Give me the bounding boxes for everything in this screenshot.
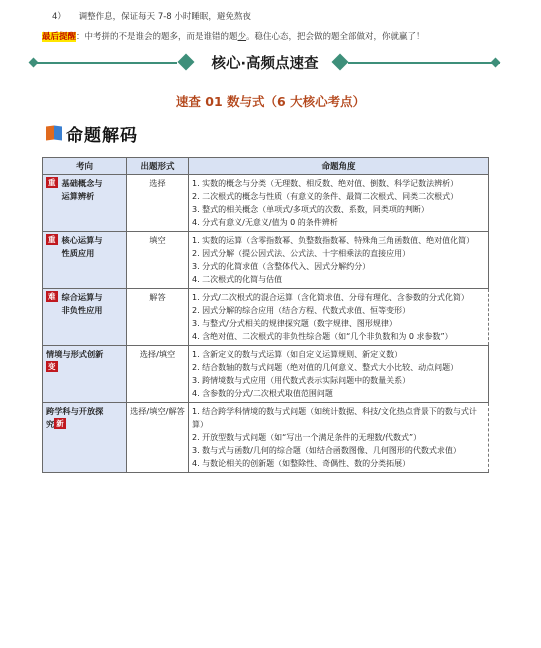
step-number: 4） bbox=[52, 12, 66, 22]
topic-name: 基础概念与 bbox=[61, 178, 103, 188]
angle-item: 4. 与数论相关的创新题（如整除性、奇偶性、数的分类拓展） bbox=[192, 459, 411, 468]
section-title: 速查 01 数与式（6 大核心考点） bbox=[175, 94, 366, 109]
header-angle: 命题角度 bbox=[189, 158, 489, 175]
topic-decode-logo bbox=[44, 120, 162, 146]
form-cell: 选择/填空 bbox=[127, 346, 189, 403]
reminder-text-2: 。稳住心态，把会做的题全部做对，你就赢了！ bbox=[246, 32, 425, 42]
exam-topic-table bbox=[42, 157, 489, 473]
table-row bbox=[43, 346, 489, 403]
form-cell: 填空 bbox=[127, 232, 189, 289]
header-topic: 考向 bbox=[43, 158, 127, 175]
angle-item: 4. 分式有意义/无意义/值为 0 的条件辨析 bbox=[192, 218, 338, 227]
banner-dot-right-icon bbox=[491, 58, 501, 68]
angle-item: 2. 二次根式的概念与性质（有意义的条件、最简二次根式、同类二次根式） bbox=[192, 192, 459, 201]
angle-item: 1. 含新定义的数与式运算（如自定义运算规则、新定义数） bbox=[192, 350, 403, 359]
topic-cell bbox=[43, 346, 127, 403]
topic-cell bbox=[43, 175, 127, 232]
topic-name: 核心运算与 bbox=[61, 235, 103, 245]
topic-cell bbox=[43, 289, 127, 346]
angle-item: 2. 结合数轴的数与式问题（绝对值的几何意义、整式大小比较、动点问题） bbox=[192, 363, 459, 372]
topic-name: 跨学科与开放探 bbox=[46, 406, 104, 416]
level-badge: 变 bbox=[48, 362, 56, 371]
angle-item: 1. 结合跨学科情境的数与式问题（如统计数据、科技/文化热点背景下的数与式计算） bbox=[192, 407, 477, 429]
topic-name: 综合运算与 bbox=[61, 292, 103, 302]
topic-name: 情境与形式创新 bbox=[46, 349, 104, 359]
angle-cell bbox=[189, 346, 489, 403]
topic-name-cont bbox=[46, 419, 70, 429]
angle-cell bbox=[189, 175, 489, 232]
level-badge: 难 bbox=[48, 292, 56, 301]
section-banner bbox=[30, 52, 500, 74]
study-tip-line bbox=[52, 10, 251, 22]
angle-item: 1. 实数的概念与分类（无理数、相反数、绝对值、倒数、科学记数法辨析） bbox=[192, 179, 459, 188]
angle-item: 4. 二次根式的化简与估值 bbox=[192, 275, 283, 284]
angle-item: 3. 分式的化简求值（含整体代入、因式分解约分） bbox=[192, 262, 371, 271]
table-header-row bbox=[43, 158, 489, 175]
angle-item: 3. 整式的相关概念（单项式/多项式的次数、系数，同类项的判断） bbox=[192, 205, 429, 214]
form-cell: 选择/填空/解答 bbox=[127, 403, 189, 473]
form-cell: 选择 bbox=[127, 175, 189, 232]
table-row bbox=[43, 175, 489, 232]
book-icon bbox=[44, 124, 64, 142]
banner-title: 核心·高频点速查 bbox=[211, 56, 319, 72]
angle-item: 3. 数与式与函数/几何的综合题（如结合函数图像、几何图形的代数式求值） bbox=[192, 446, 461, 455]
topic-cell bbox=[43, 403, 127, 473]
table-row bbox=[43, 403, 489, 473]
topic-cell bbox=[43, 232, 127, 289]
banner-line-left bbox=[30, 62, 177, 64]
angle-item: 4. 含参数的分式/二次根式取值范围问题 bbox=[192, 389, 333, 398]
angle-item: 2. 因式分解（提公因式法、公式法、十字相乘法的直接应用） bbox=[192, 249, 411, 258]
level-badge: 重 bbox=[48, 235, 56, 244]
angle-item: 3. 跨情境数与式应用（用代数式表示实际问题中的数量关系） bbox=[192, 376, 411, 385]
level-badge: 新 bbox=[56, 419, 64, 428]
reminder-underline: 少 bbox=[237, 32, 247, 42]
angle-item: 3. 与整式/分式相关的规律探究题（数字规律、图形规律） bbox=[192, 319, 397, 328]
angle-item: 1. 实数的运算（含零指数幂、负整数指数幂、特殊角三角函数值、绝对值化简） bbox=[192, 236, 475, 245]
topic-name: 究 bbox=[46, 419, 55, 429]
header-form: 出题形式 bbox=[127, 158, 189, 175]
reminder-text-1: ：中考拼的不是谁会的题多，而是谁错的题 bbox=[76, 32, 238, 42]
table-row bbox=[43, 232, 489, 289]
angle-item: 1. 分式/二次根式的混合运算（含化简求值、分母有理化、含参数的分式化简） bbox=[192, 293, 469, 302]
level-badge: 重 bbox=[48, 178, 56, 187]
step-text: 调整作息，保证每天 7-8 小时睡眠，避免熬夜 bbox=[78, 12, 251, 22]
angle-item: 4. 含绝对值、二次根式的非负性综合题（如“几个非负数和为 0 求参数”） bbox=[192, 332, 453, 341]
banner-diamond-right-icon bbox=[332, 54, 349, 71]
table-row bbox=[43, 289, 489, 346]
topic-name: 非负性应用 bbox=[61, 305, 103, 315]
angle-item: 2. 因式分解的综合应用（结合方程、代数式求值、恒等变形） bbox=[192, 306, 411, 315]
angle-item: 2. 开放型数与式问题（如“写出一个满足条件的无理数/代数式”） bbox=[192, 433, 422, 442]
form-cell: 解答 bbox=[127, 289, 189, 346]
final-reminder bbox=[42, 30, 425, 42]
angle-cell bbox=[189, 289, 489, 346]
banner-line-right bbox=[348, 62, 500, 64]
banner-diamond-left-icon bbox=[178, 54, 195, 71]
topic-name: 性质应用 bbox=[61, 248, 95, 258]
angle-cell bbox=[189, 403, 489, 473]
reminder-label: 最后提醒 bbox=[42, 32, 77, 42]
banner-dot-left-icon bbox=[29, 58, 39, 68]
topic-name: 运算辨析 bbox=[61, 191, 95, 201]
angle-cell bbox=[189, 232, 489, 289]
logo-text: 命题解码 bbox=[66, 126, 138, 146]
